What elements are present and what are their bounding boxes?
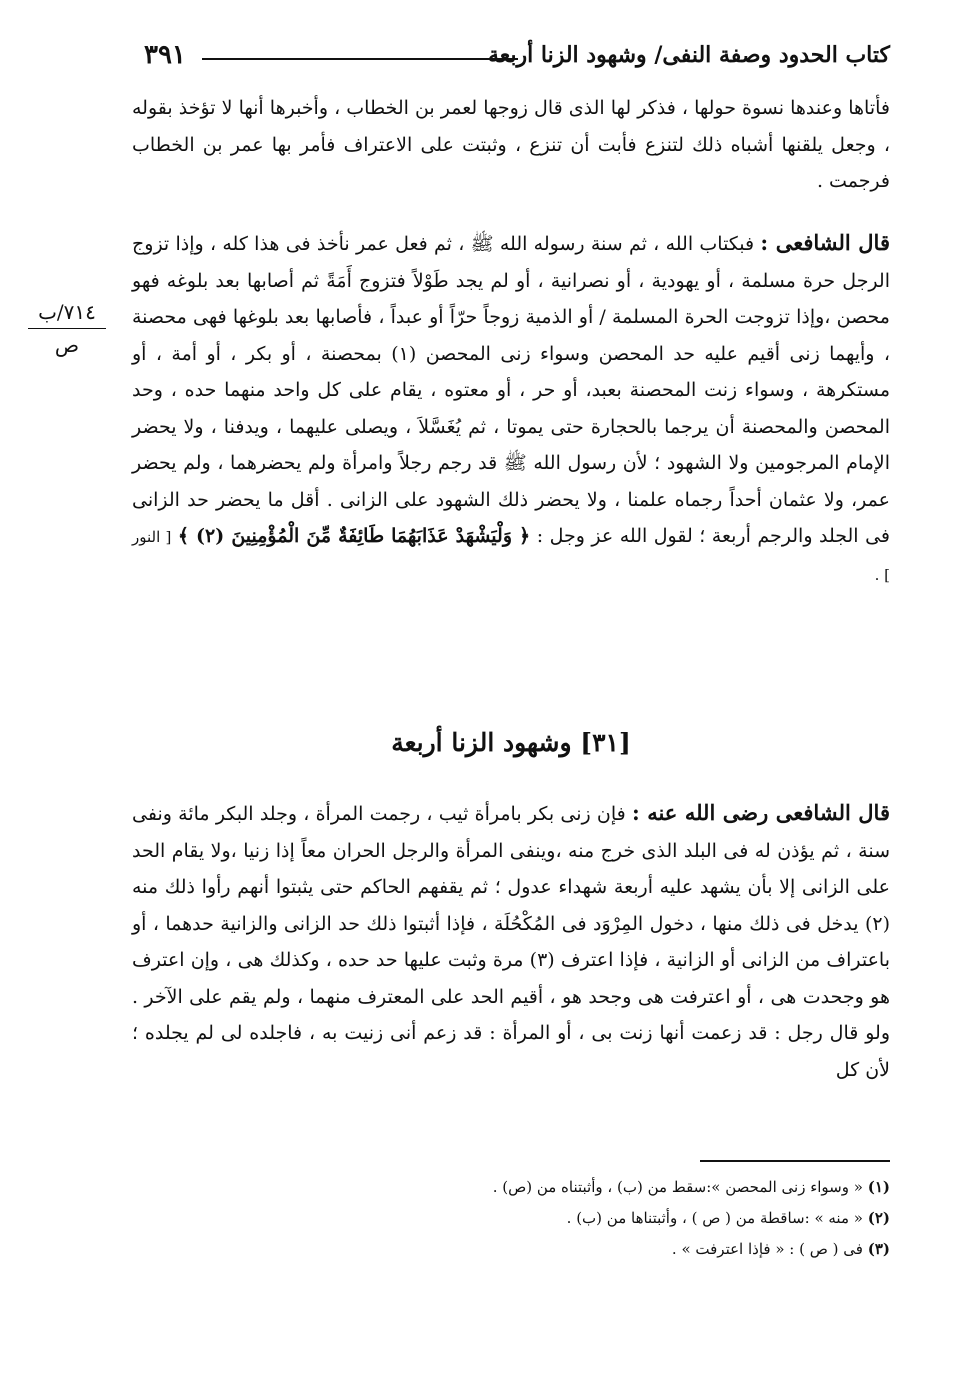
footnote-number: (١) xyxy=(867,1178,890,1196)
footnote-text: « وسواء زنى المحصن »:سقط من (ب) ، وأثبتناه من (ص) . xyxy=(492,1178,863,1196)
manuscript-folio-reference: ٧١٤/ب xyxy=(28,298,106,329)
footnote-rule xyxy=(700,1160,890,1162)
paragraph-2 xyxy=(132,225,890,593)
footnote-3 xyxy=(300,1234,890,1265)
paragraph-3-body: فإن زنى بكر بامرأة ثيب ، رجمت المرأة ، وجلد البكر مائة ونفى سنة ، ثم يؤذن له فى البلد الذى خرج منه ،وينفى المرأة والرجل الحران معاً إذا زنيا ،ولا يقام الحد على الزانى إلا بأن يشهد عليه أربعة شهداء عدول ؛ ثم يقفهم الحاكم حتى يثبتوا أنهم رأوا ذلك منه (٢) يدخل فى ذلك منها ، دخول المِرْوَد فى المُكْحُلَة ، فإذا أثبتوا ذلك حد الزانى والزانية حدهما ، أو باعتراف من الزانى أو الزانية ، فإذا اعترف (٣) مرة وثبت عليها حد حده ، وكذلك هى ، وإن اعترف هو وجحدت هى ، أو اعترفت هى وجحد هو ، أقيم الحد على المعترف منهما ، ولم يقم على الآخر . ولو قال رجل : قد زعمت أنها زنت بى ، أو المرأة : قد زعم أنى زنيت به ، فاجلده لى لم يجلده ؛ لأن كل xyxy=(132,803,890,1081)
paragraph-1: فأتاها وعندها نسوة حولها ، فذكر لها الذى قال زوجها لعمر بن الخطاب ، وأخبرها أنها لا تؤخذ بقوله ، وجعل يلقنها أشباه ذلك لتنزع فأبت أن تنزع ، وثبتت على الاعتراف فأمر بها عمر بن الخطاب فرجمت . xyxy=(132,97,890,192)
footnote-2 xyxy=(300,1203,890,1234)
quran-source: [ النور ] . xyxy=(132,528,890,584)
running-title: كتاب الحدود وصفة النفى/ وشهود الزنا أربعة xyxy=(487,42,890,68)
paragraph-2-body: فبكتاب الله ، ثم سنة رسوله الله ﷺ ، ثم فعل عمر نأخذ فى هذا كله ، وإذا تزوج الرجل حرة مسلمة ، أو يهودية ، أو نصرانية ، أو لم يجد طَوْلاً فتزوج أَمَةً ثم أصابها بعد بلوغه فهو محصن ،وإذا تزوجت الحرة المسلمة / أو الذمية زوجاً حرّاً أو عبداً ، فأصابها بعد بلوغها فهى محصنة ، وأيهما زنى أقيم عليه حد المحصن وسواء زنى المحصن (١) بمحصنة ، أو بكر ، أو أمة ، أو مستكرهة ، وسواء زنت المحصنة بعبد، أو حر ، أو معتوه ، يقام على كل واحد منهما حده ، وحد المحصن والمحصنة أن يرجما بالحجارة حتى يموتا ، ثم يُغَسَّلاَ ، ويصلى عليهما ، ويدفنا ، ولا يحضر الإمام المرجومين ولا الشهود ؛ لأن رسول الله ﷺ قد رجم رجلاً وامرأة ولم يحضرهما ، ولم يحضر عمر، ولا عثمان أحداً رجماه علمنا ، ولا يحضر ذلك الشهود على الزانى . أقل ما يحضر حد الزانى فى الجلد والرجم أربعة ؛ لقول الله عز وجل : xyxy=(132,233,890,547)
paragraph-3 xyxy=(132,795,890,1088)
footnote-text: « منه » :ساقطة من ( ص ) ، وأثبتناها من (ب) . xyxy=(566,1209,863,1227)
paragraph-2-lead: قال الشافعى : xyxy=(760,230,890,255)
paragraph-3-lead: قال الشافعى رضى الله عنه : xyxy=(631,800,890,825)
section-heading: [٣١] وشهود الزنا أربعة xyxy=(391,728,631,757)
footnote-text: فى ( ص ) : « فإذا اعترفت » . xyxy=(671,1240,863,1258)
footnotes xyxy=(300,1172,890,1265)
margin-note xyxy=(28,298,106,359)
footnote-number: (٣) xyxy=(867,1240,890,1258)
footnote-1 xyxy=(300,1172,890,1203)
manuscript-siglum: ص xyxy=(54,333,80,357)
header-rule xyxy=(202,58,518,60)
page-number: ٣٩١ xyxy=(144,40,186,70)
quran-verse: ﴿ وَلْيَشْهَدْ عَذَابَهُمَا طَائِفَةٌ مِّنَ الْمُؤْمِنِينَ (٢) ﴾ xyxy=(177,525,531,547)
footnote-number: (٢) xyxy=(867,1209,890,1227)
running-header xyxy=(130,38,890,78)
